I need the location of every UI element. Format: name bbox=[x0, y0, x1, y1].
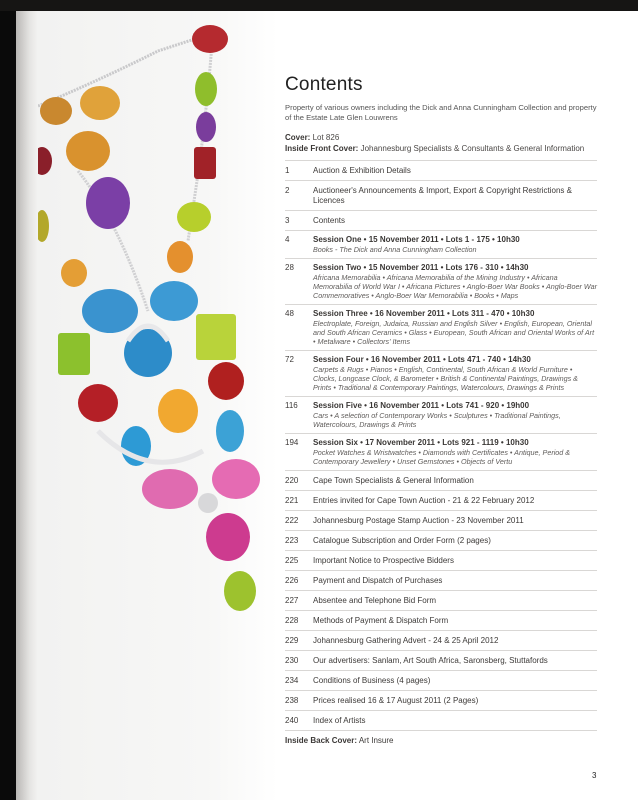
toc-session bbox=[313, 438, 597, 466]
session-heading: Session Two • 15 November 2011 • Lots 176 - 310 • 14h30 bbox=[313, 263, 529, 272]
toc-entry: Auctioneer's Announcements & Import, Export & Copyright Restrictions & Licences bbox=[313, 186, 572, 205]
toc-row bbox=[285, 471, 597, 491]
session-heading: Session Five • 16 November 2011 • Lots 741 - 920 • 19h00 bbox=[313, 401, 530, 410]
toc-session bbox=[313, 263, 597, 300]
toc-session bbox=[313, 235, 597, 254]
gemstone-necklace-illustration bbox=[38, 11, 278, 800]
cover-info bbox=[285, 132, 597, 154]
toc-entry: Cape Town Specialists & General Information bbox=[313, 476, 474, 485]
toc-row bbox=[285, 571, 597, 591]
inside-front-cover-value: Johannesburg Specialists & Consultants & General Information bbox=[360, 144, 585, 153]
toc-page-number: 229 bbox=[285, 636, 299, 645]
toc-page-number: 221 bbox=[285, 496, 299, 505]
toc-page-number: 2 bbox=[285, 186, 290, 195]
toc-row bbox=[285, 181, 597, 211]
toc-entry: Entries invited for Cape Town Auction - 21 & 22 February 2012 bbox=[313, 496, 535, 505]
toc-page-number: 220 bbox=[285, 476, 299, 485]
session-description: Cars • A selection of Contemporary Works • Sculptures • Traditional Paintings, Watercolours, Drawings & Prints bbox=[313, 411, 561, 429]
cover-line bbox=[285, 132, 597, 143]
toc-session-row bbox=[285, 259, 597, 305]
contents-section bbox=[285, 74, 597, 745]
toc-row bbox=[285, 611, 597, 631]
toc-row bbox=[285, 691, 597, 711]
session-description: Books - The Dick and Anna Cunningham Collection bbox=[313, 245, 477, 254]
toc-page-number: 4 bbox=[285, 235, 290, 244]
toc-session-row bbox=[285, 434, 597, 471]
toc-session bbox=[313, 355, 597, 392]
toc-session-row bbox=[285, 351, 597, 397]
toc-page-number: 230 bbox=[285, 656, 299, 665]
toc-page-number: 72 bbox=[285, 355, 294, 364]
toc-row bbox=[285, 161, 597, 181]
toc-entry: Conditions of Business (4 pages) bbox=[313, 676, 431, 685]
inside-back-cover-line bbox=[285, 736, 597, 745]
toc-row bbox=[285, 551, 597, 571]
toc-row bbox=[285, 651, 597, 671]
toc-page-number: 3 bbox=[285, 216, 290, 225]
binding-edge bbox=[0, 11, 16, 800]
page-number: 3 bbox=[592, 771, 597, 780]
cover-label: Cover: bbox=[285, 133, 311, 142]
toc-page-number: 226 bbox=[285, 576, 299, 585]
toc-entry: Index of Artists bbox=[313, 716, 366, 725]
toc-entry: Our advertisers: Sanlam, Art South Africa, Saronsberg, Stuttafords bbox=[313, 656, 548, 665]
toc-row bbox=[285, 711, 597, 731]
toc-row bbox=[285, 591, 597, 611]
toc-page-number: 194 bbox=[285, 438, 299, 447]
toc-entry: Absentee and Telephone Bid Form bbox=[313, 596, 437, 605]
toc-page-number: 225 bbox=[285, 556, 299, 565]
toc-session-row bbox=[285, 231, 597, 259]
toc-session bbox=[313, 401, 597, 429]
session-heading: Session Three • 16 November 2011 • Lots 311 - 470 • 10h30 bbox=[313, 309, 535, 318]
toc-entry: Johannesburg Postage Stamp Auction - 23 November 2011 bbox=[313, 516, 524, 525]
inside-front-cover-line bbox=[285, 143, 597, 154]
inside-back-cover-label: Inside Back Cover: bbox=[285, 736, 358, 745]
page-gutter-shadow bbox=[16, 11, 38, 800]
page-title: Contents bbox=[285, 74, 363, 95]
toc-page-number: 1 bbox=[285, 166, 290, 175]
toc-list bbox=[285, 160, 597, 731]
toc-page-number: 234 bbox=[285, 676, 299, 685]
session-description: Electroplate, Foreign, Judaica, Russian and English Silver • English, European, Oriental and South African Ceramics • Glass • European, South African and Oriental Works of Art • Metalware • Collectors' Items bbox=[313, 319, 595, 346]
toc-entry: Methods of Payment & Dispatch Form bbox=[313, 616, 449, 625]
toc-page-number: 223 bbox=[285, 536, 299, 545]
toc-page-number: 228 bbox=[285, 616, 299, 625]
session-heading: Session One • 15 November 2011 • Lots 1 - 175 • 10h30 bbox=[313, 235, 520, 244]
toc-entry: Catalogue Subscription and Order Form (2 pages) bbox=[313, 536, 491, 545]
toc-entry: Johannesburg Gathering Advert - 24 & 25 April 2012 bbox=[313, 636, 499, 645]
toc-row bbox=[285, 531, 597, 551]
toc-session-row bbox=[285, 397, 597, 434]
cover-value: Lot 826 bbox=[312, 133, 340, 142]
session-description: Africana Memorabilia • Africana Memorabilia of the Mining Industry • Africana Memorabilia of World War I • Africana Pictures • Anglo-Boer War Books • Anglo-Boer War Commemoratives • Anglo-Boer War Memorabilia • Books • Maps bbox=[313, 273, 597, 300]
inside-back-cover-value: Art Insure bbox=[358, 736, 394, 745]
session-description: Carpets & Rugs • Pianos • English, Continental, South African & World Furniture • Clocks, Longcase Clock, & Barometer • British & Continental Paintings, Drawings & Prints • Traditional & Contemporary Paintings, Watercolours, Drawings & Prints bbox=[313, 365, 578, 392]
toc-page-number: 227 bbox=[285, 596, 299, 605]
toc-row bbox=[285, 491, 597, 511]
toc-session-row bbox=[285, 305, 597, 351]
toc-page-number: 116 bbox=[285, 401, 298, 410]
toc-page-number: 238 bbox=[285, 696, 299, 705]
session-heading: Session Six • 17 November 2011 • Lots 921 - 1119 • 10h30 bbox=[313, 438, 529, 447]
inside-front-cover-label: Inside Front Cover: bbox=[285, 144, 359, 153]
top-edge-bar bbox=[0, 0, 638, 11]
session-description: Pocket Watches & Wristwatches • Diamonds with Certificates • Antique, Period & Contemporary Jewellery • Unset Gemstones • Objects of Vertu bbox=[313, 448, 571, 466]
toc-entry: Auction & Exhibition Details bbox=[313, 166, 411, 175]
toc-entry: Payment and Dispatch of Purchases bbox=[313, 576, 443, 585]
toc-page-number: 222 bbox=[285, 516, 299, 525]
toc-row bbox=[285, 211, 597, 231]
toc-page-number: 48 bbox=[285, 309, 294, 318]
intro-text: Property of various owners including the Dick and Anna Cunningham Collection and property of the Estate Late Glen Louwrens bbox=[285, 103, 597, 122]
toc-entry: Contents bbox=[313, 216, 346, 225]
toc-entry: Prices realised 16 & 17 August 2011 (2 Pages) bbox=[313, 696, 479, 705]
toc-row bbox=[285, 631, 597, 651]
toc-entry: Important Notice to Prospective Bidders bbox=[313, 556, 454, 565]
toc-page-number: 240 bbox=[285, 716, 299, 725]
toc-session bbox=[313, 309, 597, 346]
toc-row bbox=[285, 671, 597, 691]
necklace-photo bbox=[38, 11, 278, 800]
toc-row bbox=[285, 511, 597, 531]
session-heading: Session Four • 16 November 2011 • Lots 471 - 740 • 14h30 bbox=[313, 355, 531, 364]
toc-page-number: 28 bbox=[285, 263, 294, 272]
